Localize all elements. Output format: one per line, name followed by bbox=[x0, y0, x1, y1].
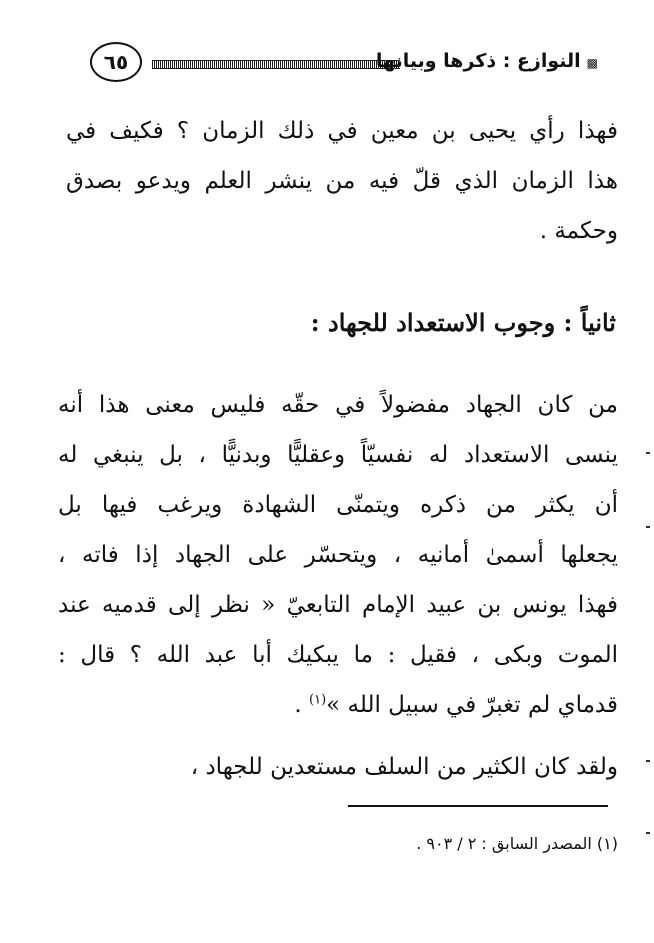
scan-edge-mark bbox=[646, 760, 650, 762]
running-title bbox=[376, 50, 598, 72]
paragraph-3 bbox=[191, 742, 618, 792]
section-heading: ثانياً : وجوب الاستعداد للجهاد : bbox=[310, 308, 616, 337]
title-ornament-icon: ▩ bbox=[586, 56, 598, 70]
paragraph-1-line-2: هذا الزمان الذي قلّ فيه من ينشر العلم ويدعو بصدق bbox=[66, 168, 618, 194]
paragraph-2-line-6: الموت وبكى ، فقيل : ما يبكيك أبا عبد الله ؟ قال : bbox=[58, 642, 618, 668]
footnote-reference: (١) bbox=[309, 692, 327, 708]
paragraph-2-line-2: ينسى الاستعداد له نفسيّاً وعقليًّا وبدنيًّا ، بل ينبغي له bbox=[58, 442, 618, 468]
paragraph-1-line-1: فهذا رأي يحيى بن معين في ذلك الزمان ؟ فكيف في bbox=[66, 118, 618, 144]
scan-edge-mark bbox=[646, 526, 650, 528]
footnote: (١) المصدر السابق : ٢ / ٩٠٣ . bbox=[416, 834, 618, 853]
paragraph-2-line-3: أن يكثر من ذكره ويتمنّى الشهادة ويرغب فيها بل bbox=[58, 492, 618, 518]
scan-edge-mark bbox=[646, 452, 650, 454]
footnote-separator bbox=[348, 805, 608, 807]
paragraph-2-line-1: من كان الجهاد مفضولاً في حقّه فليس معنى هذا أنه bbox=[58, 392, 618, 418]
paragraph-2 bbox=[58, 380, 618, 730]
paragraph-2-line-4: يجعلها أسمىٰ أمانيه ، ويتحسّر على الجهاد إذا فاته ، bbox=[58, 542, 618, 568]
paragraph-2-line-7 bbox=[58, 680, 618, 730]
paragraph-2-line-5: فهذا يونس بن عبيد الإمام التابعيّ « نظر إلى قدميه عند bbox=[58, 592, 618, 618]
quote-end-text: قدماي لم تغبرّ في سبيل الله » bbox=[326, 692, 618, 718]
paragraph-3-line-1: ولقد كان الكثير من السلف مستعدين للجهاد ، bbox=[190, 754, 618, 780]
scan-edge-mark bbox=[646, 832, 650, 834]
paragraph-1-line-3: وحكمة . bbox=[539, 218, 618, 244]
paragraph-1 bbox=[66, 106, 618, 256]
header-decorative-rule bbox=[152, 60, 400, 69]
running-title-text: النوازع : ذكرها وبيانها bbox=[375, 50, 581, 72]
page-number: ٦٥ bbox=[90, 42, 142, 82]
paragraph-2-end-punctuation: . bbox=[294, 692, 309, 718]
